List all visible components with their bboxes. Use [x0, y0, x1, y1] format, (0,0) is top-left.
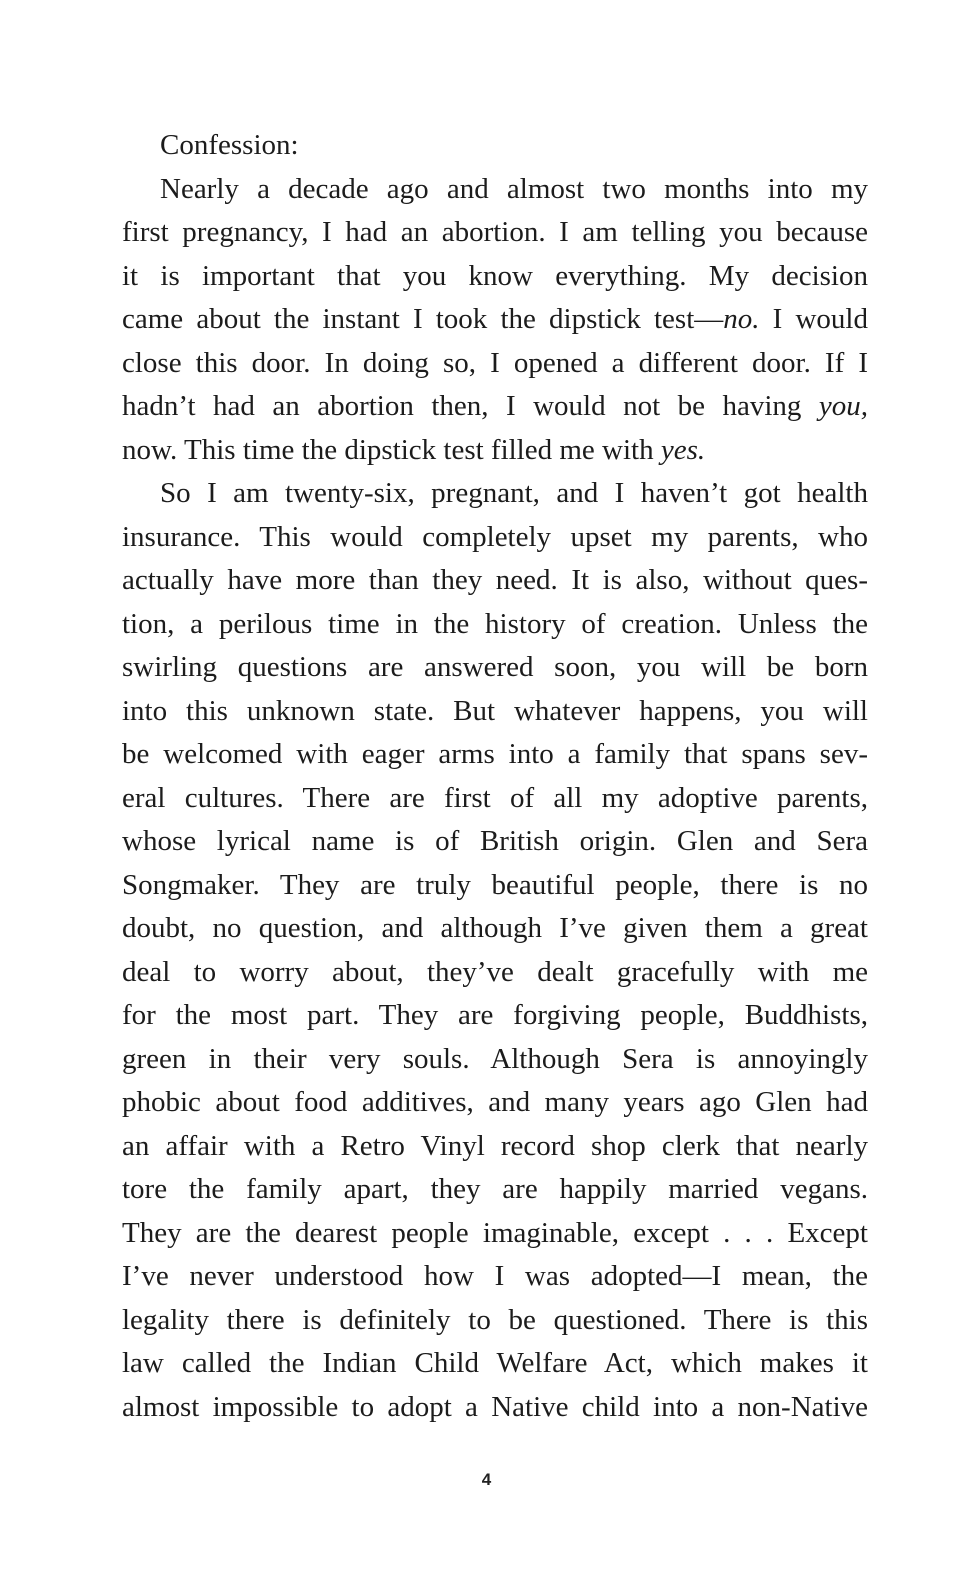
body-text: [122, 124, 868, 1429]
text-line: be welcomed with eager arms into a family that spans sev-: [122, 738, 868, 770]
text-line: now. This time the dipstick test filled me with yes.: [122, 433, 706, 466]
page-number: 4: [481, 1470, 492, 1489]
text-line: tore the family apart, they are happily married vegans.: [122, 1173, 868, 1205]
text-line: an affair with a Retro Vinyl record shop clerk that nearly: [122, 1129, 868, 1162]
text-line: whose lyrical name is of British origin. Glen and Sera: [122, 825, 868, 857]
text-line: Confession:: [160, 129, 299, 161]
text-line: So I am twenty-six, pregnant, and I haven’t got health: [160, 477, 868, 509]
text-line: hadn’t had an abortion then, I would not be having you,: [122, 390, 868, 422]
text-line: for the most part. They are forgiving people, Buddhists,: [122, 999, 868, 1031]
text-line: into this unknown state. But whatever happens, you will: [122, 694, 868, 727]
italic-word: yes.: [660, 433, 706, 466]
text-line: Nearly a decade ago and almost two months into my: [160, 172, 868, 205]
text-line: green in their very souls. Although Sera is annoyingly: [122, 1042, 868, 1075]
text-line: Songmaker. They are truly beautiful people, there is no: [122, 868, 868, 901]
text-line: I’ve never understood how I was adopted—I mean, the: [122, 1260, 868, 1292]
italic-word: you,: [818, 390, 868, 422]
text-line: close this door. In doing so, I opened a different door. If I: [122, 346, 868, 379]
text-line: deal to worry about, they’ve dealt gracefully with me: [122, 955, 868, 988]
text-line: tion, a perilous time in the history of creation. Unless the: [122, 607, 868, 640]
text-line: phobic about food additives, and many years ago Glen had: [122, 1086, 868, 1118]
italic-word: no.: [723, 303, 760, 335]
text-line: doubt, no question, and although I’ve given them a great: [122, 912, 868, 944]
text-line: law called the Indian Child Welfare Act, which makes it: [122, 1347, 868, 1379]
text-line: They are the dearest people imaginable, except . . . Except: [122, 1216, 868, 1249]
text-line: almost impossible to adopt a Native child into a non-Native: [122, 1390, 868, 1423]
text-line: insurance. This would completely upset my parents, who: [122, 520, 868, 553]
text-line: swirling questions are answered soon, you will be born: [122, 651, 868, 683]
text-line: it is important that you know everything. My decision: [122, 259, 868, 292]
text-line: eral cultures. There are first of all my adoptive parents,: [122, 781, 868, 814]
text-line: legality there is definitely to be questioned. There is this: [122, 1303, 868, 1336]
text-line: first pregnancy, I had an abortion. I am telling you because: [122, 216, 868, 248]
text-line: came about the instant I took the dipstick test—no. I would: [122, 303, 868, 335]
text-line: actually have more than they need. It is also, without ques-: [122, 564, 868, 596]
